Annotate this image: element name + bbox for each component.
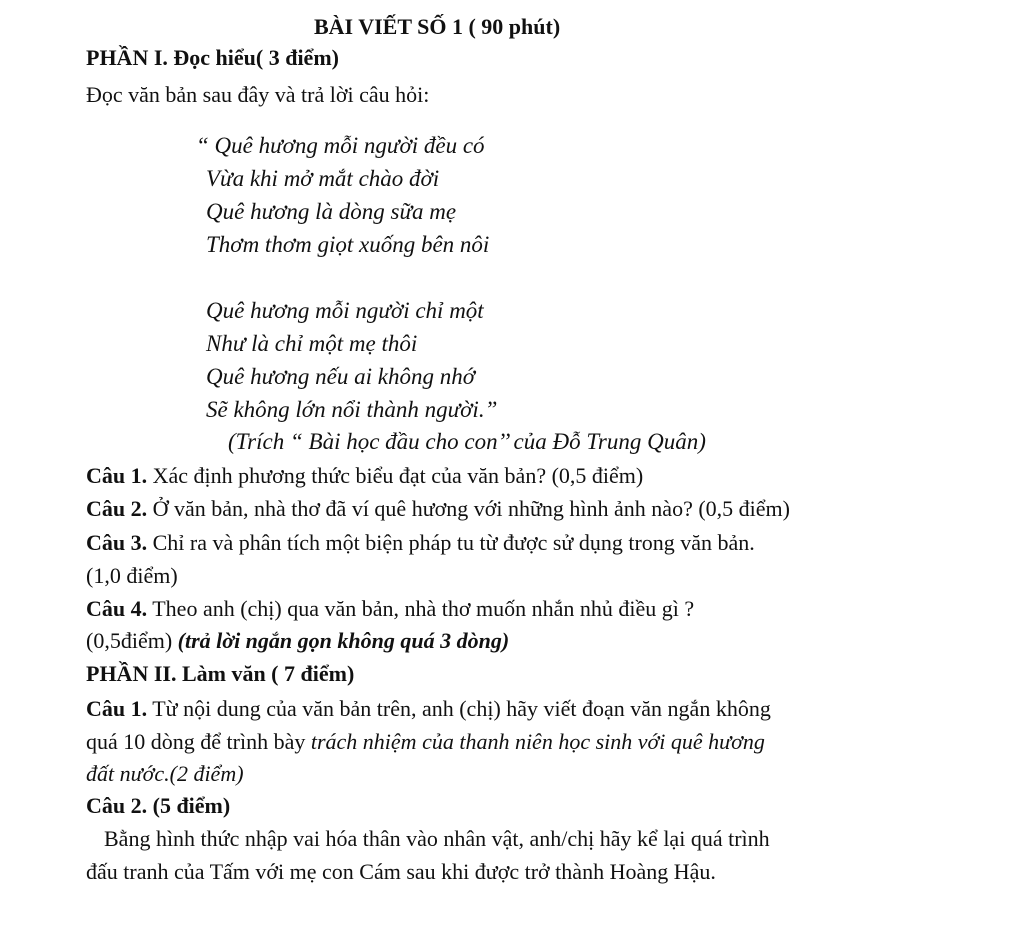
question-text: Xác định phương thức biểu đạt của văn bản? (0,5 điểm)	[147, 463, 644, 488]
poem-line: Quê hương mỗi người chỉ một	[206, 298, 484, 323]
essay-question-2-label: Câu 2. (5 điểm)	[86, 793, 231, 818]
question-3-points: (1,0 điểm)	[86, 563, 178, 588]
part2-heading: PHẦN II. Làm văn ( 7 điểm)	[86, 661, 355, 686]
poem-line: Như là chỉ một mẹ thôi	[206, 331, 418, 356]
question-label: Câu 4.	[86, 596, 148, 621]
question-2	[86, 494, 790, 524]
question-1	[86, 461, 643, 491]
essay-question-2-line2: đấu tranh của Tấm với mẹ con Cám sau khi được trở thành Hoàng Hậu.	[86, 859, 716, 884]
question-4-points	[86, 626, 509, 656]
question-text: Ở văn bản, nhà thơ đã ví quê hương với những hình ảnh nào? (0,5 điểm)	[152, 496, 790, 521]
question-emphasis: trách nhiệm của thanh niên học sinh với quê hương	[310, 729, 765, 754]
part1-heading: PHẦN I. Đọc hiểu( 3 điểm)	[86, 45, 339, 70]
question-3	[86, 528, 755, 558]
document-title: BÀI VIẾT SỐ 1 ( 90 phút)	[314, 14, 561, 39]
question-text: Theo anh (chị) qua văn bản, nhà thơ muốn nhắn nhủ điều gì ?	[152, 596, 695, 621]
question-4	[86, 594, 694, 624]
poem-line: Sẽ không lớn nổi thành người.”	[206, 397, 498, 422]
question-label: Câu 2.	[86, 496, 148, 521]
question-text: Từ nội dung của văn bản trên, anh (chị) hãy viết đoạn văn ngắn không	[152, 696, 771, 721]
poem-line: Quê hương nếu ai không nhớ	[206, 364, 475, 389]
question-label: Câu 1.	[86, 696, 148, 721]
question-label: Câu 1.	[86, 463, 148, 488]
essay-question-2-line1: Bằng hình thức nhập vai hóa thân vào nhân vật, anh/chị hãy kể lại quá trình	[104, 826, 770, 851]
essay-question-1-line2	[86, 727, 765, 757]
question-note: (trả lời ngắn gọn không quá 3 dòng)	[177, 628, 510, 653]
poem-line: Vừa khi mở mắt chào đời	[206, 166, 440, 191]
poem-source: (Trích “ Bài học đầu cho con’’ của Đỗ Trung Quân)	[228, 429, 706, 454]
question-points: (0,5điểm)	[86, 628, 173, 653]
question-text: quá 10 dòng để trình bày	[86, 729, 306, 754]
poem-line: “ Quê hương mỗi người đều có	[196, 133, 485, 158]
part1-instruction: Đọc văn bản sau đây và trả lời câu hỏi:	[86, 82, 430, 107]
poem-line: Thơm thơm giọt xuống bên nôi	[206, 232, 490, 257]
question-label: Câu 3.	[86, 530, 148, 555]
essay-question-1-line3: đất nước.(2 điểm)	[86, 761, 244, 786]
essay-question-1	[86, 694, 771, 724]
poem-line: Quê hương là dòng sữa mẹ	[206, 199, 457, 224]
question-text: Chỉ ra và phân tích một biện pháp tu từ được sử dụng trong văn bản.	[152, 530, 755, 555]
